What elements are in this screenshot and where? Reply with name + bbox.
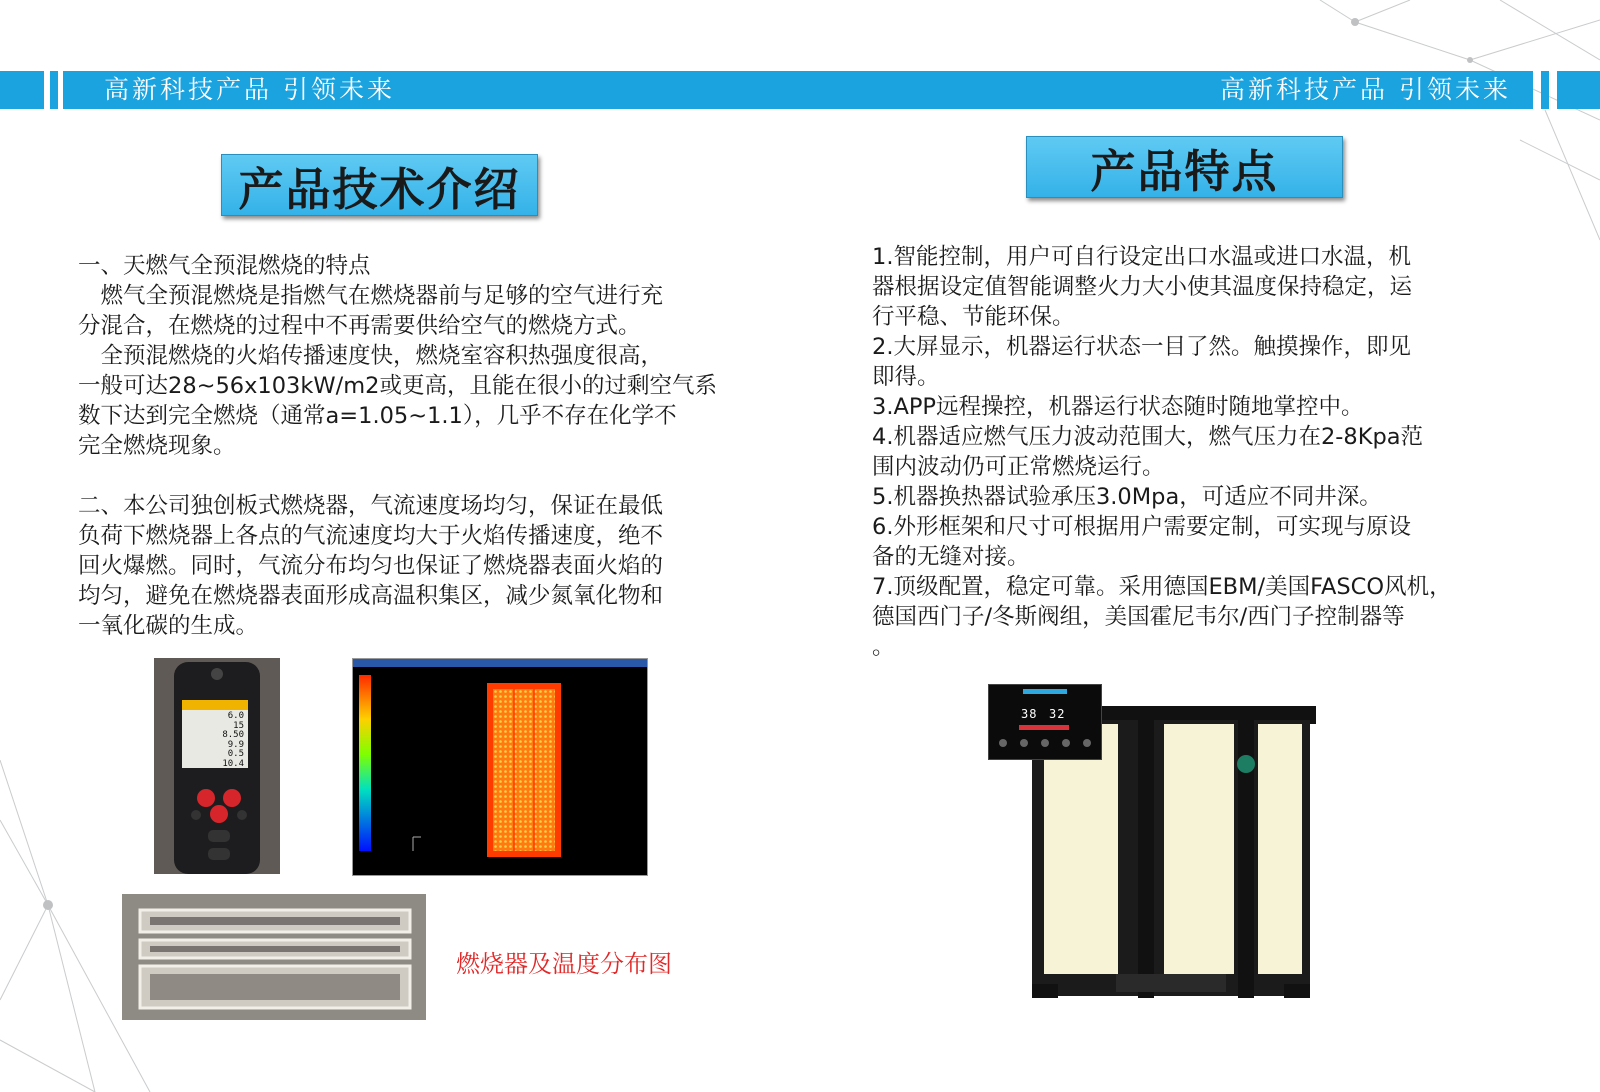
control-panel [988, 684, 1102, 760]
right-text-line: 6.外形框架和尺寸可根据用户需要定制，可实现与原设 [872, 514, 1411, 540]
gas-analyzer-photo [154, 658, 280, 874]
analyzer-reading: 15 [233, 720, 244, 731]
header-band-left-strip [50, 71, 58, 109]
header-band-edge-right [1557, 71, 1600, 109]
panel-status-bar [1023, 689, 1067, 694]
header-band-right-strip [1541, 71, 1549, 109]
analyzer-reading: 6.0 [227, 711, 244, 721]
left-text-line: 燃气全预混燃烧是指燃气在燃烧器前与足够的空气进行充 [78, 283, 664, 309]
right-text-line: 5.机器换热器试验承压3.0Mpa，可适应不同井深。 [872, 484, 1382, 510]
header-tagline-right: 高新科技产品 引领未来 [1220, 75, 1511, 104]
right-section-title-box [1026, 136, 1343, 198]
right-text-line: 1.智能控制，用户可自行设定出口水温或进口水温，机 [872, 244, 1411, 270]
analyzer-reading: 9.9 [227, 739, 244, 750]
right-text-line: 器根据设定值智能调整火力大小使其温度保持稳定，运 [872, 274, 1413, 300]
water-heater-photo [988, 684, 1348, 1006]
temperature-distribution-image [352, 658, 648, 876]
right-text-line: 3.APP远程操控，机器运行状态随时随地掌控中。 [872, 394, 1364, 420]
panel-temp-right: 32 [1049, 707, 1066, 721]
panel-button-icon [1083, 739, 1091, 747]
panel-temp-left: 38 [1021, 707, 1038, 721]
right-text-line: 7.顶级配置，稳定可靠。采用德国EBM/美国FASCO风机， [872, 574, 1452, 600]
left-text-line: 完全燃烧现象。 [78, 433, 236, 459]
left-text-line: 数下达到完全燃烧（通常a=1.05~1.1），几乎不存在化学不 [78, 403, 677, 429]
right-text-line: 即得。 [872, 364, 940, 390]
burner-plate-image [122, 894, 426, 1020]
left-text-line: 负荷下燃烧器上各点的气流速度均大于火焰传播速度，绝不 [78, 523, 664, 549]
right-text-line: 。 [872, 634, 895, 660]
image-caption: 燃烧器及温度分布图 [456, 950, 672, 978]
temperature-contour-plot [353, 659, 647, 875]
analyzer-readings [190, 712, 244, 769]
left-text-column [78, 251, 717, 641]
right-text-line: 德国西门子/冬斯阀组，美国霍尼韦尔/西门子控制器等 [872, 604, 1405, 630]
panel-button-icon [1062, 739, 1070, 747]
right-text-column [872, 242, 1452, 662]
left-text-line: 回火爆燃。同时，气流分布均匀也保证了燃烧器表面火焰的 [78, 553, 664, 579]
panel-button-icon [999, 739, 1007, 747]
panel-red-readout [1019, 725, 1069, 730]
left-section-title-box [221, 154, 538, 216]
panel-button-icon [1041, 739, 1049, 747]
right-section-title: 产品特点 [1090, 144, 1279, 198]
right-text-line: 行平稳、节能环保。 [872, 304, 1075, 330]
right-text-line: 备的无缝对接。 [872, 544, 1030, 570]
analyzer-reading: 10.4 [222, 758, 244, 769]
analyzer-reading: 8.50 [222, 730, 244, 740]
left-section-title: 产品技术介绍 [238, 162, 521, 216]
left-text-line: 一、天燃气全预混燃烧的特点 [78, 253, 371, 279]
right-text-line: 围内波动仍可正常燃烧运行。 [872, 454, 1165, 480]
right-text-line: 4.机器适应燃气压力波动范围大，燃气压力在2-8Kpa范 [872, 424, 1424, 450]
left-text-line: 均匀，避免在燃烧器表面形成高温积集区，减少氮氧化物和 [78, 583, 664, 609]
header-tagline-left: 高新科技产品 引领未来 [104, 75, 395, 104]
right-text-line: 2.大屏显示，机器运行状态一目了然。触摸操作，即见 [872, 334, 1411, 360]
panel-button-icon [1020, 739, 1028, 747]
left-text-line: 一氧化碳的生成。 [78, 613, 259, 639]
analyzer-reading: 0.5 [227, 749, 244, 759]
header-band-edge [0, 71, 44, 109]
left-text-line: 分混合，在燃烧的过程中不再需要供给空气的燃烧方式。 [78, 313, 641, 339]
burner-plate-photo [122, 894, 426, 1020]
panel-buttons [999, 739, 1091, 747]
paragraph-gap [78, 461, 717, 491]
left-text-line: 二、本公司独创板式燃烧器，气流速度场均匀，保证在最低 [78, 493, 664, 519]
left-text-line: 一般可达28~56x103kW/m2或更高，且能在很小的过剩空气系 [78, 373, 717, 399]
left-text-line: 全预混燃烧的火焰传播速度快，燃烧室容积热强度很高， [78, 343, 664, 369]
